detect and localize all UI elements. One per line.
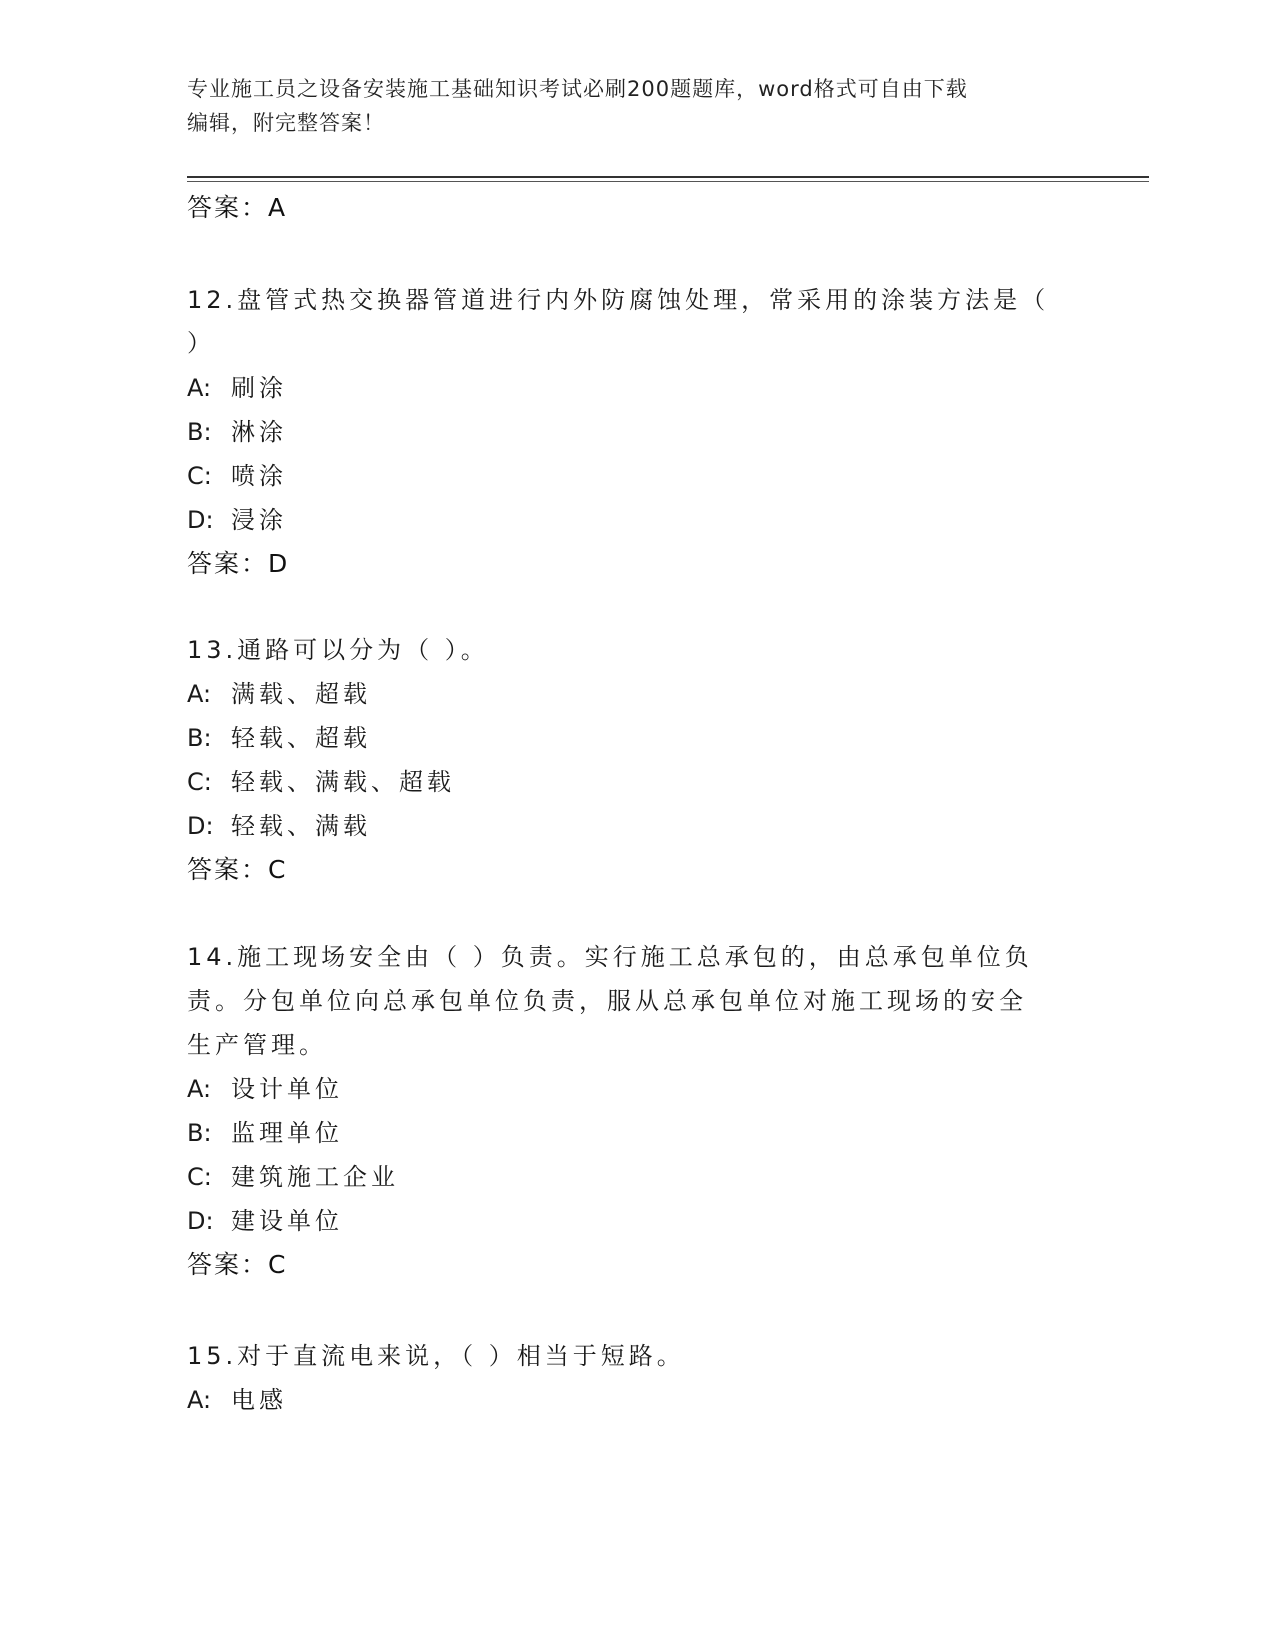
option-key: A: (187, 1386, 212, 1414)
q14-stem-line-2: 责。分包单位向总承包单位负责，服从总承包单位对施工现场的安全 (187, 987, 1027, 1015)
q15-stem-line-1: 15.对于直流电来说，（ ）相当于短路。 (187, 1342, 685, 1370)
q12-answer: 答案：D (187, 549, 290, 578)
option-text: 建筑施工企业 (231, 1163, 399, 1191)
option-key: A: (187, 680, 212, 708)
q12-option-d (187, 504, 287, 536)
option-key: A: (187, 374, 212, 402)
header-line-2: 编辑，附完整答案！ (187, 111, 385, 135)
option-key: B: (187, 418, 212, 446)
q13-answer: 答案：C (187, 855, 288, 884)
option-key: C: (187, 1163, 212, 1191)
option-key: A: (187, 1075, 212, 1103)
q13-option-d (187, 810, 371, 842)
q14-stem-line-1: 14.施工现场安全由（ ）负责。实行施工总承包的，由总承包单位负 (187, 943, 1033, 971)
q13-option-a (187, 678, 371, 710)
q13-option-c (187, 766, 455, 798)
header-divider-thin (187, 181, 1149, 182)
q14-option-a (187, 1073, 343, 1105)
option-text: 建设单位 (231, 1207, 343, 1235)
q12-option-b (187, 416, 287, 448)
q12-option-a (187, 372, 287, 404)
option-text: 刷涂 (231, 374, 287, 402)
q14-option-c (187, 1161, 399, 1193)
option-text: 电感 (231, 1386, 287, 1414)
option-text: 设计单位 (231, 1075, 343, 1103)
q15-option-a (187, 1384, 287, 1416)
q12-option-c (187, 460, 287, 492)
option-key: D: (187, 506, 214, 534)
option-text: 轻载、满载 (231, 812, 371, 840)
option-text: 浸涂 (231, 506, 287, 534)
option-key: C: (187, 768, 212, 796)
q14-option-d (187, 1205, 343, 1237)
document-header (187, 72, 1067, 140)
q14-stem-line-3: 生产管理。 (187, 1031, 327, 1059)
option-text: 监理单位 (231, 1119, 343, 1147)
option-text: 轻载、超载 (231, 724, 371, 752)
option-key: C: (187, 462, 212, 490)
q14-option-b (187, 1117, 343, 1149)
option-key: B: (187, 724, 212, 752)
previous-answer: 答案：A (187, 193, 288, 222)
option-text: 喷涂 (231, 462, 287, 490)
q14-answer: 答案：C (187, 1250, 288, 1279)
option-text: 满载、超载 (231, 680, 371, 708)
q12-stem-line-1: 12.盘管式热交换器管道进行内外防腐蚀处理，常采用的涂装方法是（ (187, 286, 1050, 314)
option-text: 淋涂 (231, 418, 287, 446)
option-key: D: (187, 812, 214, 840)
option-key: D: (187, 1207, 214, 1235)
q13-stem-line-1: 13.通路可以分为（ ）。 (187, 636, 489, 664)
header-divider-thick (187, 176, 1149, 178)
q13-option-b (187, 722, 371, 754)
q12-stem-line-2: ） (187, 329, 215, 357)
header-line-1: 专业施工员之设备安装施工基础知识考试必刷200题题库，word格式可自由下载 (187, 77, 968, 101)
option-key: B: (187, 1119, 212, 1147)
option-text: 轻载、满载、超载 (231, 768, 455, 796)
